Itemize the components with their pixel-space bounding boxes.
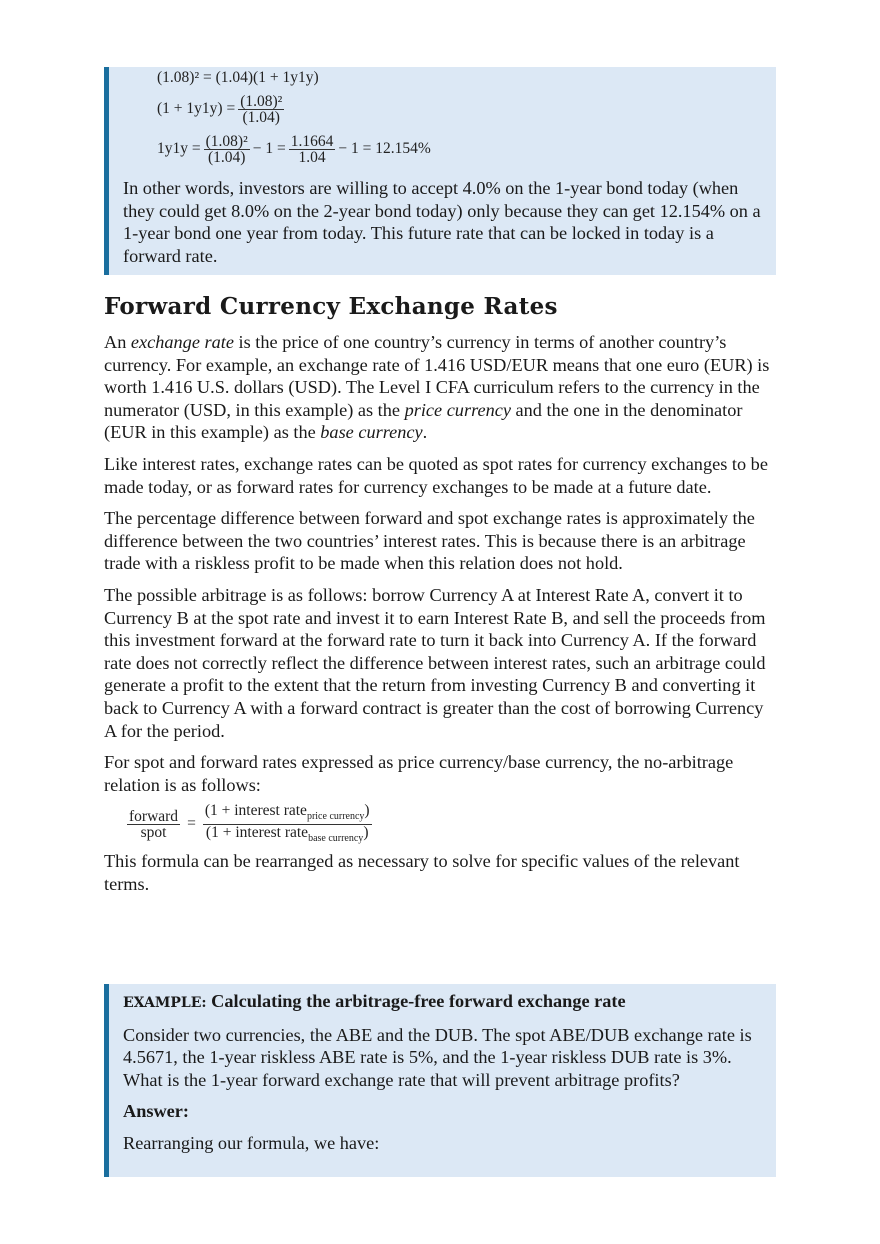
fraction: $\frac{\text{forward}}{\text{spot}}$ — [129, 807, 179, 841]
answer-text: Rearranging our formula, we have: — [123, 1132, 380, 1153]
answer-label: Answer: — [123, 1101, 190, 1122]
equation-2 — [123, 89, 762, 129]
paragraph-rearranged: This formula can be rearranged as necessary to solve for specific values of the relevant terms. — [104, 851, 740, 894]
equation-text: (1 + 1y1y) = — [157, 99, 236, 117]
equation-text: − 1 = 12.154% — [338, 139, 431, 157]
paragraph-arbitrage: The possible arbitrage is as follows: borrow Currency A at Interest Rate A, convert it to Currency B at the spot rate and invest it to earn Interest Rate B, and sell the proceeds from this investment forward at the forward rate to turn it back into Currency A. If the forward rate does not correctly reflect the difference between interest rates, such an arbitrage could generate a profit to the extent that the return from investing Currency B and converting it back to Currency A with a forward contract is greater than the cost of borrowing Currency A for the period. — [104, 584, 766, 741]
equation-3 — [123, 129, 762, 169]
denominator: 1.04 — [298, 148, 326, 166]
equation-text: (1.08)² = (1.04)(1 + 1y1y) — [157, 68, 319, 86]
denominator: (1.04) — [242, 108, 280, 126]
example-title: EXAMPLE: Calculating the arbitrage-free forward exchange rate — [123, 991, 626, 1011]
numerator: (1.08)² — [240, 92, 283, 110]
paragraph-percentage-difference: The percentage difference between forward and spot exchange rates is approximately the difference between the two countries’ interest rates. This is because there is an arbitrage trade with a riskless profit to be made when this relation does not hold. — [104, 508, 755, 574]
forward-rate-callout — [104, 67, 776, 275]
body-text — [104, 331, 779, 904]
fraction: $\frac{(1 + interest rate_{price currency})}{(1 + interest rate_{base currency})}$ — [204, 801, 370, 844]
fraction — [204, 134, 250, 165]
equation-1 — [123, 67, 762, 89]
numerator: 1.1664 — [290, 132, 334, 150]
denominator: (1.04) — [207, 148, 246, 166]
fraction — [289, 134, 336, 165]
equation-text: 1y1y = — [157, 139, 201, 157]
paragraph-spot-forward: Like interest rates, exchange rates can be quoted as spot rates for currency exchanges to be made today, or as forward rates for currency exchanges to be made at a future date. — [104, 453, 768, 497]
numerator: (1.08)² — [205, 132, 248, 150]
equation-text: − 1 = — [252, 139, 286, 157]
paragraph-no-arbitrage: For spot and forward rates expressed as price currency/base currency, the no-arbitrage relation is as follows: — [104, 752, 734, 795]
callout-paragraph: In other words, investors are willing to accept 4.0% on the 1-year bond today (when they could get 8.0% on the 2-year bond today) only because they can get 12.154% on a 1-year bond one year from today. This future rate that can be locked in today is a forward rate. — [123, 178, 761, 266]
example-callout — [104, 984, 776, 1177]
fraction — [238, 94, 284, 125]
section-heading: Forward Currency Exchange Rates — [104, 293, 558, 320]
paragraph-exchange-rate: An exchange rate is the price of one country’s currency in terms of another country’s currency. For example, an exchange rate of 1.416 USD/EUR means that one euro (EUR) is worth 1.416 U.S. dollars (USD). The Level I CFA curriculum refers to the currency in the numerator (USD, in this example) as the price currency and the one in the denominator (EUR in this example) as the base currency. — [104, 332, 770, 443]
no-arbitrage-formula: $\frac{\text{forward}}{\text{spot}}$ = $\frac{(1 + interest rate_{price currency})}{(1 + interest rate_{base currency})}$ — [129, 801, 370, 844]
example-question: Consider two currencies, the ABE and the DUB. The spot ABE/DUB exchange rate is 4.5671, the 1-year riskless ABE rate is 5%, and the 1-year riskless DUB rate is 3%. What is the 1-year forward exchange rate that will prevent arbitrage profits? — [123, 1024, 752, 1090]
